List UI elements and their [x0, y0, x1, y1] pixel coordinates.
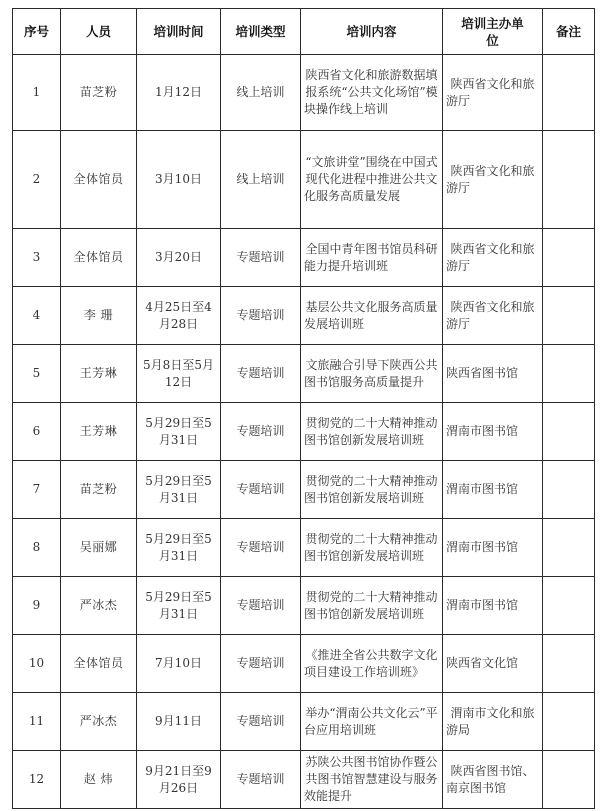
- header-time: 培训时间: [137, 9, 221, 55]
- cell-remark: [543, 693, 595, 751]
- table-row: [13, 287, 595, 345]
- cell-no: 6: [13, 403, 61, 461]
- cell-content: 贯彻党的二十大精神推动图书馆创新发展培训班: [301, 461, 443, 519]
- cell-person: 王芳琳: [61, 345, 137, 403]
- table-row: [13, 635, 595, 693]
- cell-type: 专题培训: [221, 751, 301, 809]
- cell-no: 11: [13, 693, 61, 751]
- cell-no: 8: [13, 519, 61, 577]
- cell-organizer: 陕西省文化和旅游厅: [443, 229, 543, 287]
- cell-time: 3月20日: [137, 229, 221, 287]
- table-row: [13, 751, 595, 809]
- cell-content: 文旅融合引导下陕西公共图书馆服务高质量提升: [301, 345, 443, 403]
- cell-time: 7月10日: [137, 635, 221, 693]
- cell-organizer: 陕西省文化和旅游厅: [443, 287, 543, 345]
- cell-content: 贯彻党的二十大精神推动图书馆创新发展培训班: [301, 403, 443, 461]
- header-content: 培训内容: [301, 9, 443, 55]
- table-row: [13, 131, 595, 229]
- cell-remark: [543, 461, 595, 519]
- header-type: 培训类型: [221, 9, 301, 55]
- cell-remark: [543, 577, 595, 635]
- cell-person: 全体馆员: [61, 229, 137, 287]
- table-row: [13, 461, 595, 519]
- cell-organizer: 陕西省文化馆: [443, 635, 543, 693]
- header-no: 序号: [13, 9, 61, 55]
- cell-content: 苏陕公共图书馆协作暨公共图书馆智慧建设与服务效能提升: [301, 751, 443, 809]
- cell-content: 全国中青年图书馆员科研能力提升培训班: [301, 229, 443, 287]
- cell-person: 全体馆员: [61, 635, 137, 693]
- cell-no: 3: [13, 229, 61, 287]
- cell-content: 陕西省文化和旅游数据填报系统“公共文化场馆”模块操作线上培训: [301, 55, 443, 131]
- cell-remark: [543, 131, 595, 229]
- cell-no: 2: [13, 131, 61, 229]
- cell-organizer: 陕西省文化和旅游厅: [443, 131, 543, 229]
- training-table: [12, 8, 595, 809]
- cell-time: 4月25日至4月28日: [137, 287, 221, 345]
- cell-no: 12: [13, 751, 61, 809]
- cell-type: 专题培训: [221, 403, 301, 461]
- cell-type: 专题培训: [221, 519, 301, 577]
- table-row: [13, 519, 595, 577]
- cell-content: 贯彻党的二十大精神推动图书馆创新发展培训班: [301, 519, 443, 577]
- cell-time: 9月21日至9月26日: [137, 751, 221, 809]
- cell-remark: [543, 403, 595, 461]
- cell-type: 专题培训: [221, 229, 301, 287]
- table-row: [13, 577, 595, 635]
- cell-type: 线上培训: [221, 55, 301, 131]
- cell-time: 5月29日至5月31日: [137, 577, 221, 635]
- cell-organizer: 陕西省图书馆、南京图书馆: [443, 751, 543, 809]
- cell-content: 举办“渭南公共文化云”平台应用培训班: [301, 693, 443, 751]
- table-row: [13, 55, 595, 131]
- cell-time: 5月29日至5月31日: [137, 519, 221, 577]
- cell-time: 9月11日: [137, 693, 221, 751]
- cell-content: 《推进全省公共数字文化项目建设工作培训班》: [301, 635, 443, 693]
- cell-type: 专题培训: [221, 345, 301, 403]
- cell-content: 基层公共文化服务高质量发展培训班: [301, 287, 443, 345]
- cell-person: 吴丽娜: [61, 519, 137, 577]
- header-organizer: 培训主办单位: [443, 9, 543, 55]
- cell-person: 赵 炜: [61, 751, 137, 809]
- cell-time: 3月10日: [137, 131, 221, 229]
- cell-time: 5月29日至5月31日: [137, 461, 221, 519]
- header-person: 人员: [61, 9, 137, 55]
- cell-no: 10: [13, 635, 61, 693]
- cell-time: 5月8日至5月12日: [137, 345, 221, 403]
- cell-organizer: 渭南市图书馆: [443, 461, 543, 519]
- cell-person: 李 珊: [61, 287, 137, 345]
- table-row: [13, 229, 595, 287]
- cell-remark: [543, 751, 595, 809]
- cell-organizer: 渭南市文化和旅游局: [443, 693, 543, 751]
- cell-organizer: 渭南市图书馆: [443, 577, 543, 635]
- header-row: [13, 9, 595, 55]
- cell-person: 全体馆员: [61, 131, 137, 229]
- cell-no: 4: [13, 287, 61, 345]
- cell-organizer: 渭南市图书馆: [443, 403, 543, 461]
- cell-content: “文旅讲堂”围绕在中国式现代化进程中推进公共文化服务高质量发展: [301, 131, 443, 229]
- table-row: [13, 403, 595, 461]
- cell-person: 严冰杰: [61, 693, 137, 751]
- cell-person: 王芳琳: [61, 403, 137, 461]
- cell-type: 专题培训: [221, 635, 301, 693]
- cell-person: 苗芝粉: [61, 461, 137, 519]
- cell-time: 5月29日至5月31日: [137, 403, 221, 461]
- cell-no: 9: [13, 577, 61, 635]
- cell-person: 严冰杰: [61, 577, 137, 635]
- cell-type: 专题培训: [221, 461, 301, 519]
- cell-remark: [543, 55, 595, 131]
- cell-organizer: 陕西省文化和旅游厅: [443, 55, 543, 131]
- table-row: [13, 345, 595, 403]
- cell-person: 苗芝粉: [61, 55, 137, 131]
- cell-no: 5: [13, 345, 61, 403]
- cell-content: 贯彻党的二十大精神推动图书馆创新发展培训班: [301, 577, 443, 635]
- header-remark: 备注: [543, 9, 595, 55]
- cell-type: 专题培训: [221, 577, 301, 635]
- cell-time: 1月12日: [137, 55, 221, 131]
- cell-remark: [543, 519, 595, 577]
- cell-type: 线上培训: [221, 131, 301, 229]
- cell-remark: [543, 287, 595, 345]
- cell-remark: [543, 345, 595, 403]
- table-row: [13, 693, 595, 751]
- cell-organizer: 渭南市图书馆: [443, 519, 543, 577]
- cell-organizer: 陕西省图书馆: [443, 345, 543, 403]
- cell-remark: [543, 635, 595, 693]
- cell-type: 专题培训: [221, 287, 301, 345]
- cell-remark: [543, 229, 595, 287]
- cell-no: 1: [13, 55, 61, 131]
- cell-type: 专题培训: [221, 693, 301, 751]
- cell-no: 7: [13, 461, 61, 519]
